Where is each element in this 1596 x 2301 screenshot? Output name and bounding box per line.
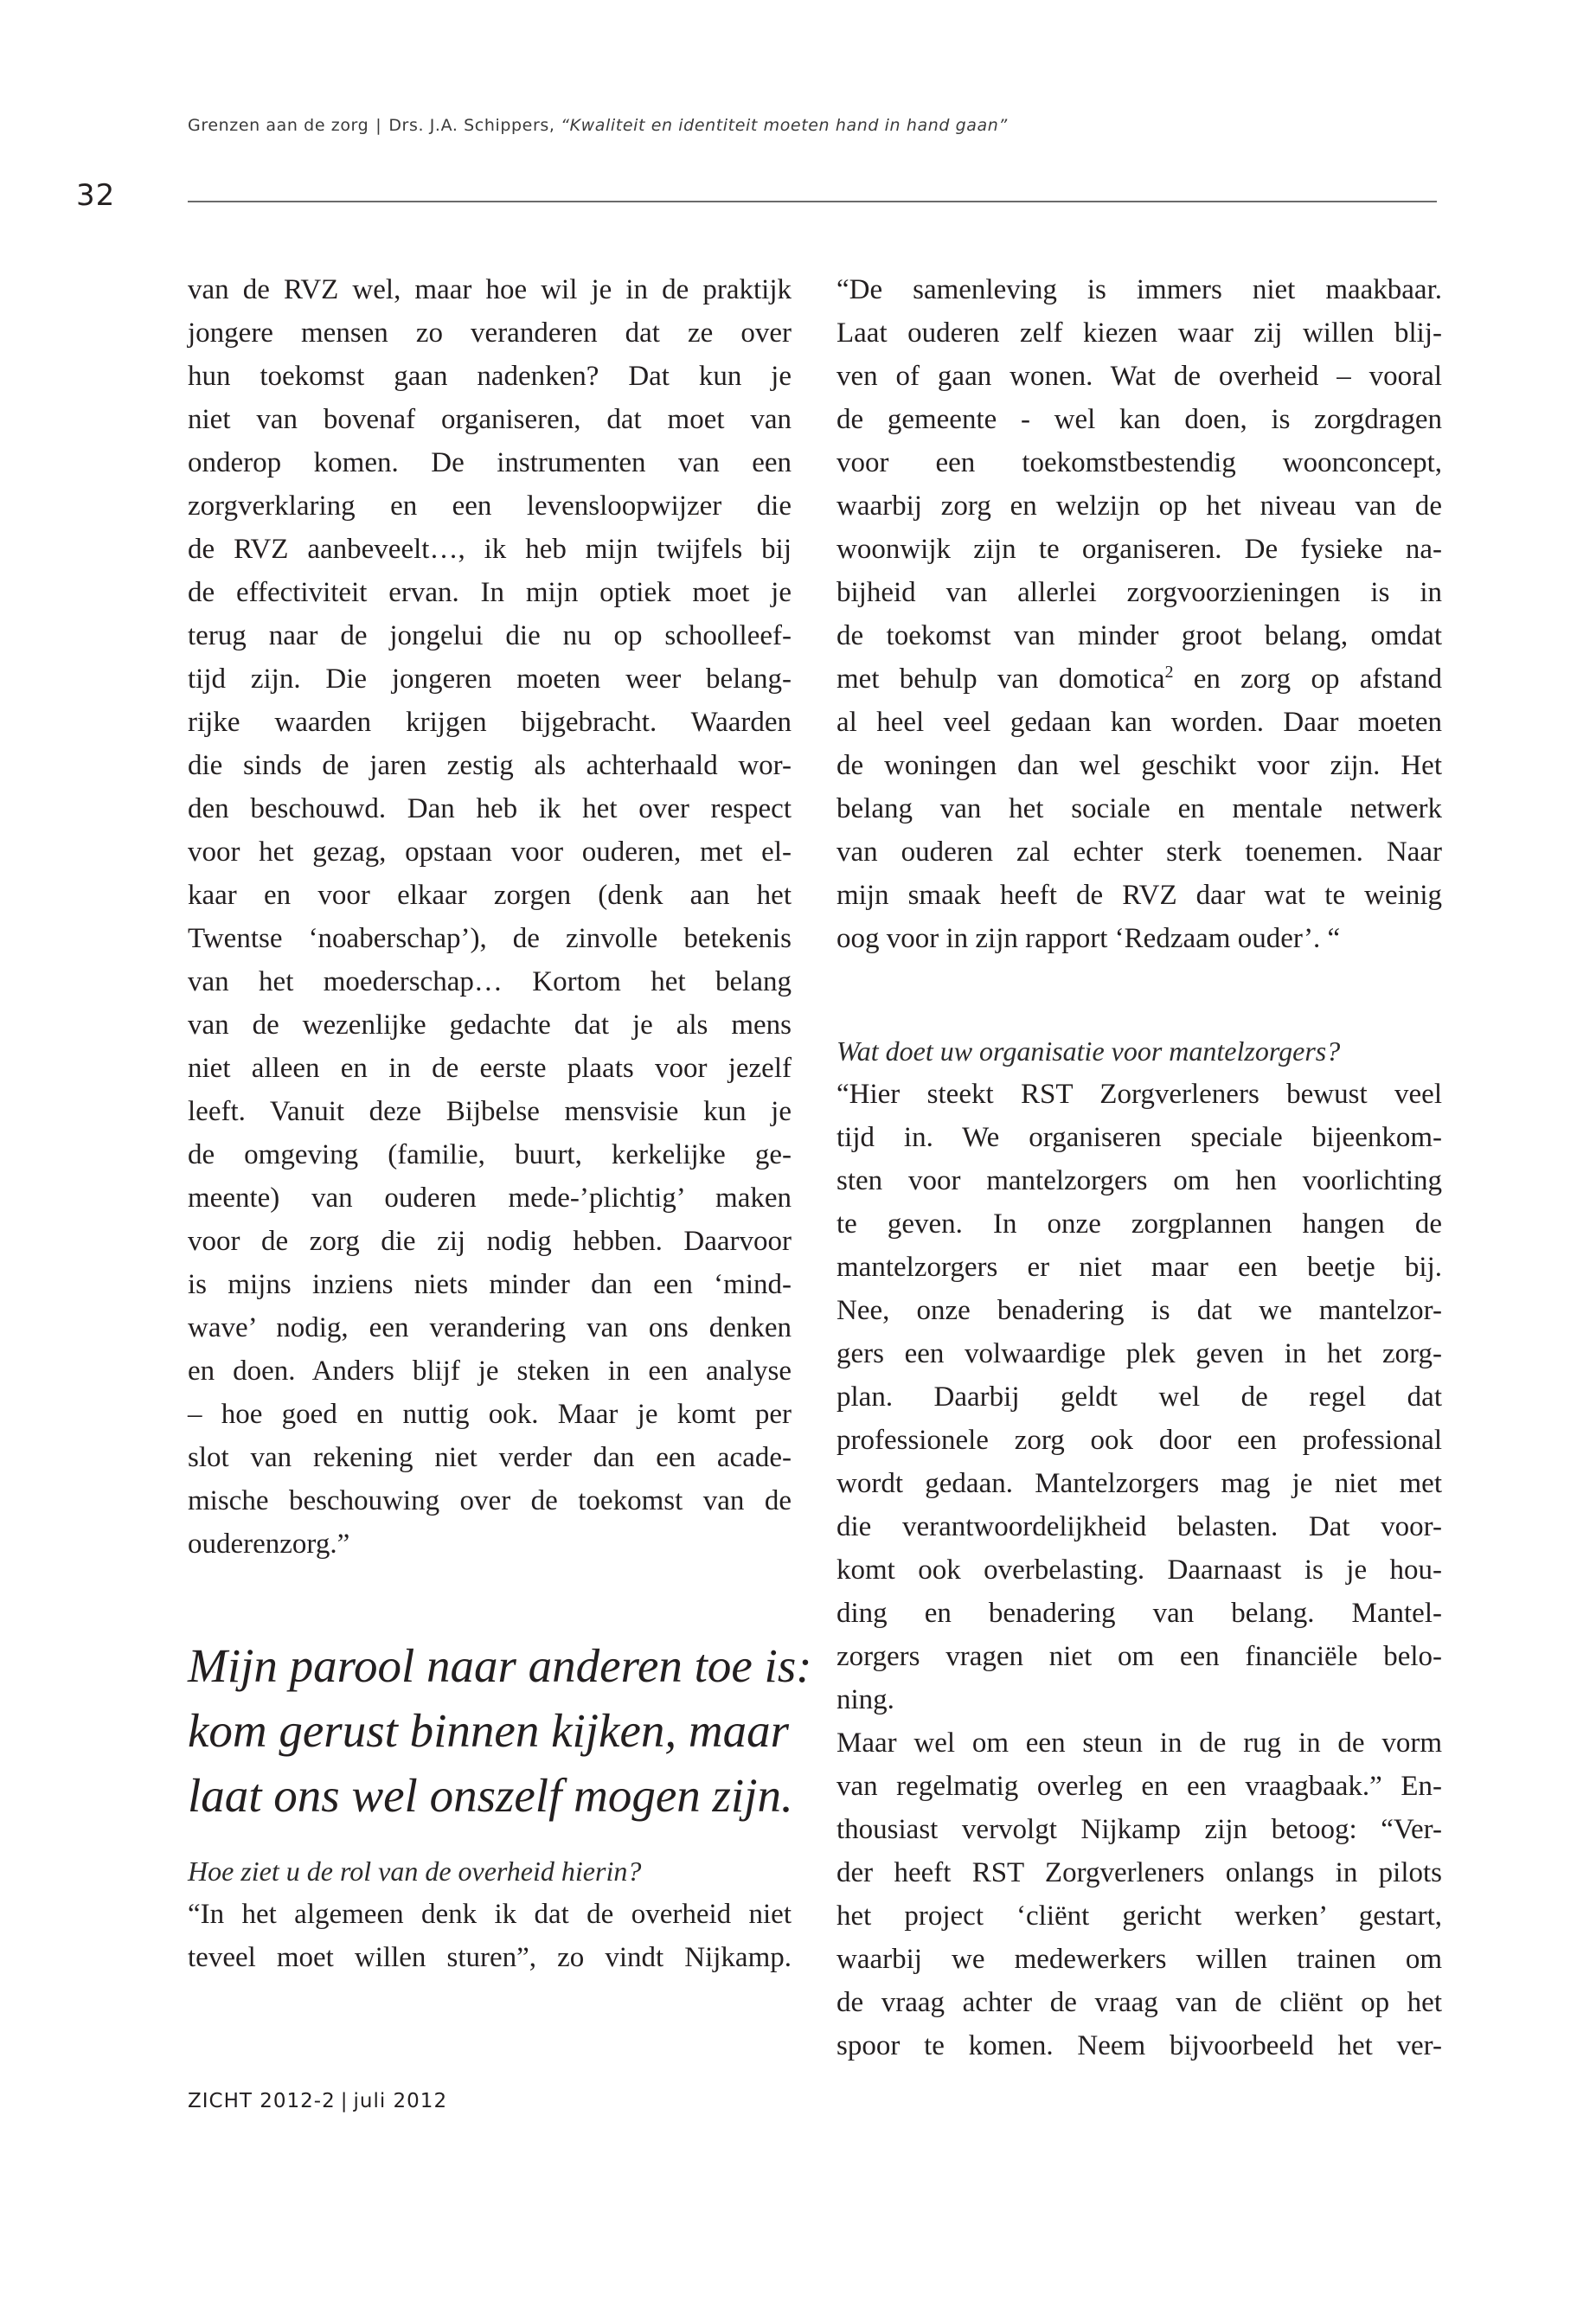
interview-question: Hoe ziet u de rol van de overheid hierin? [188,1856,642,1887]
publication-issue: ZICHT 2012-2 [188,2090,336,2112]
body-line: thousiast vervolgt Nijkamp zijn betoog: “Ver- [836,1814,1442,1845]
body-line: de omgeving (familie, buurt, kerkelijke ge- [188,1139,792,1170]
body-line: niet van bovenaf organiseren, dat moet van [188,404,792,435]
publication-date: juli 2012 [353,2090,448,2112]
body-line: tijd zijn. Die jongeren moeten weer belang- [188,663,792,695]
body-line: ning. [836,1684,894,1715]
body-line: Maar wel om een steun in de rug in de vorm [836,1727,1442,1759]
body-line: van de RVZ wel, maar hoe wil je in de praktijk [188,274,792,305]
footnote-reference[interactable]: 2 [1164,663,1174,682]
page-footer [188,2090,447,2112]
body-line: is mijns inziens niets minder dan een ‘mind- [188,1269,792,1300]
body-line: plan. Daarbij geldt wel de regel dat [836,1381,1442,1413]
body-line: teveel moet willen sturen”, zo vindt Nijkamp. [188,1942,792,1973]
body-line: Laat ouderen zelf kiezen waar zij willen blij- [836,317,1442,349]
body-line: oog voor in zijn rapport ‘Redzaam ouder’. “ [836,923,1341,954]
body-line: bijheid van allerlei zorgvoorzieningen is in [836,577,1442,608]
body-line: – hoe goed en nuttig ook. Maar je komt per [188,1399,792,1430]
pull-quote-line: kom gerust binnen kijken, maar [188,1704,789,1757]
body-line: van ouderen zal echter sterk toenemen. Naar [836,836,1442,868]
body-line: de effectiviteit ervan. In mijn optiek moet je [188,577,792,608]
body-line: die verantwoordelijkheid belasten. Dat voor- [836,1511,1442,1542]
body-line: mische beschouwing over de toekomst van de [188,1485,792,1516]
body-line: onderop komen. De instrumenten van een [188,447,792,478]
body-line: meente) van ouderen mede-’plichtig’ maken [188,1183,792,1214]
body-line: terug naar de jongelui die nu op schoolleef- [188,620,792,651]
article-title: “Kwaliteit en identiteit moeten hand in hand gaan” [561,116,1008,135]
body-line: voor een toekomstbestendig woonconcept, [836,447,1442,478]
left-question-answer [188,1849,792,1979]
body-line: jongere mensen zo veranderen dat ze over [188,317,792,349]
left-column-body [188,268,792,1566]
header-rule [188,201,1437,202]
body-line: hun toekomst gaan nadenken? Dat kun je [188,361,792,392]
header-separator: | [375,116,382,135]
body-line: “In het algemeen denk ik dat de overheid niet [188,1899,792,1930]
body-line: van regelmatig overleg en een vraagbaak.” En- [836,1771,1442,1802]
body-line: wordt gedaan. Mantelzorgers mag je niet met [836,1468,1442,1499]
body-line: rijke waarden krijgen bijgebracht. Waarden [188,707,792,738]
body-line: mijn smaak heeft de RVZ daar wat te weinig [836,880,1442,911]
body-line: tijd in. We organiseren speciale bijeenkom- [836,1122,1442,1153]
body-line: de vraag achter de vraag van de cliënt op het [836,1987,1442,2018]
body-line: en doen. Anders blijf je steken in een analyse [188,1356,792,1387]
body-line: woonwijk zijn te organiseren. De fysieke na- [836,534,1442,565]
body-line: der heeft RST Zorgverleners onlangs in pilots [836,1857,1442,1888]
body-line: spoor te komen. Neem bijvoorbeeld het ver- [836,2030,1442,2061]
body-line: komt ook overbelasting. Daarnaast is je hou- [836,1554,1442,1586]
section-title: Grenzen aan de zorg [188,116,369,135]
right-column-body [836,268,1442,2067]
pull-quote-line: Mijn parool naar anderen toe is: [188,1639,812,1692]
body-line: professionele zorg ook door een professional [836,1425,1442,1456]
body-line: te geven. In onze zorgplannen hangen de [836,1208,1442,1240]
body-line: voor de zorg die zij nodig hebben. Daarvoor [188,1226,792,1257]
interview-question: Wat doet uw organisatie voor mantelzorgers? [836,1035,1341,1067]
body-line: den beschouwd. Dan heb ik het over respect [188,793,792,824]
body-line: het project ‘cliënt gericht werken’ gestart, [836,1900,1442,1932]
body-line: zorgers vragen niet om een financiële belo- [836,1641,1442,1672]
page-number: 32 [76,178,116,213]
body-line: kaar en voor elkaar zorgen (denk aan het [188,880,792,911]
body-line: ven of gaan wonen. Wat de overheid – vooral [836,361,1442,392]
body-line: de woningen dan wel geschikt voor zijn. Het [836,750,1442,781]
body-line: waarbij zorg en welzijn op het niveau van de [836,490,1442,522]
body-line: ouderenzorg.” [188,1529,350,1560]
author-name: Drs. J.A. Schippers, [388,116,555,135]
pull-quote-line: laat ons wel onszelf mogen zijn. [188,1769,793,1822]
body-line: sten voor mantelzorgers om hen voorlichting [836,1165,1442,1196]
body-line: gers een volwaardige plek geven in het zorg- [836,1338,1442,1369]
footnote-line-after: en zorg op afstand [1173,663,1443,695]
body-line: de toekomst van minder groot belang, omdat [836,620,1442,651]
pull-quote [188,1633,811,1828]
body-line: zorgverklaring en een levensloopwijzer die [188,490,792,522]
body-line: voor het gezag, opstaan voor ouderen, met el- [188,836,792,868]
body-line: ding en benadering van belang. Mantel- [836,1598,1442,1629]
body-line: die sinds de jaren zestig als achterhaald wor- [188,750,792,781]
body-line: waarbij we medewerkers willen trainen om [836,1944,1442,1975]
body-line: al heel veel gedaan kan worden. Daar moeten [836,707,1442,738]
body-line: niet alleen en in de eerste plaats voor jezelf [188,1053,792,1084]
body-line: de RVZ aanbeveelt…, ik heb mijn twijfels bij [188,534,792,565]
body-line: belang van het sociale en mentale netwerk [836,793,1442,824]
body-line: van de wezenlijke gedachte dat je als mens [188,1009,792,1041]
body-line: slot van rekening niet verder dan een acade- [188,1442,792,1473]
body-line: “Hier steekt RST Zorgverleners bewust veel [836,1079,1442,1110]
footnote-line-before: met behulp van domotica [836,663,1165,695]
body-line: “De samenleving is immers niet maakbaar. [836,274,1442,305]
body-line: Twentse ‘noaberschap’), de zinvolle betekenis [188,923,792,954]
body-line: van het moederschap… Kortom het belang [188,966,792,997]
body-line: mantelzorgers er niet maar een beetje bij. [836,1252,1442,1283]
body-line-with-footnote [836,657,1442,701]
body-line: Nee, onze benadering is dat we mantelzor- [836,1295,1442,1326]
running-head [188,116,1008,135]
body-line: leeft. Vanuit deze Bijbelse mensvisie kun je [188,1096,792,1127]
body-line: wave’ nodig, een verandering van ons denken [188,1312,792,1343]
body-line: de gemeente - wel kan doen, is zorgdragen [836,404,1442,435]
footer-separator: | [340,2090,349,2112]
paragraph-spacer [836,960,1442,1029]
